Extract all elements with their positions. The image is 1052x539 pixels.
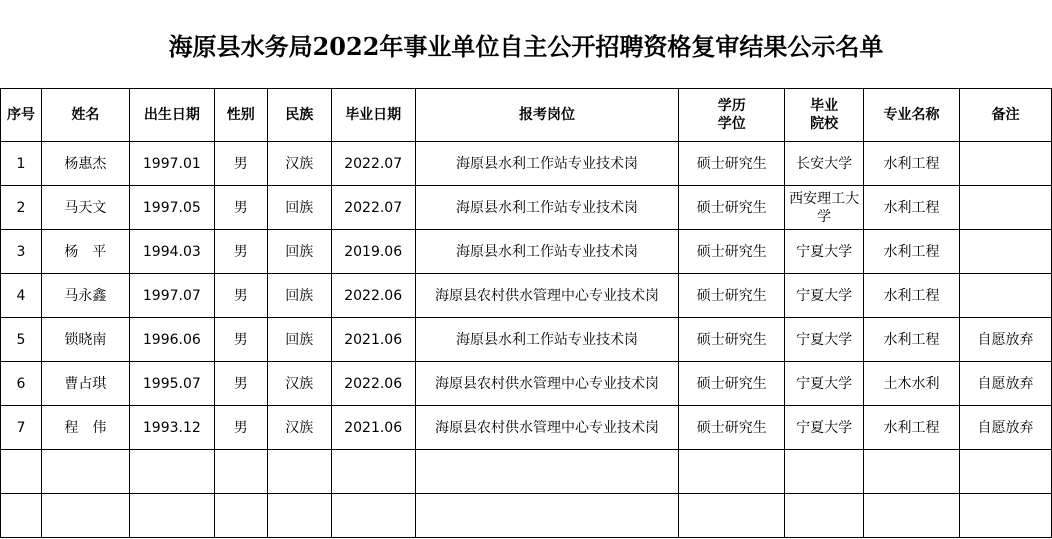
cell-position: 海原县水利工作站专业技术岗 [415, 230, 679, 274]
cell-position: 海原县农村供水管理中心专业技术岗 [415, 362, 679, 406]
cell-grad-date: 2022.06 [331, 274, 415, 318]
empty-cell [129, 494, 214, 538]
cell-birth: 1997.07 [129, 274, 214, 318]
cell-degree: 硕士研究生 [679, 318, 785, 362]
empty-cell [214, 450, 267, 494]
cell-name: 马永鑫 [41, 274, 129, 318]
cell-birth: 1997.01 [129, 142, 214, 186]
cell-school: 宁夏大学 [785, 318, 864, 362]
cell-birth: 1995.07 [129, 362, 214, 406]
header-school [785, 89, 864, 142]
cell-note [960, 142, 1052, 186]
empty-cell [1, 494, 42, 538]
results-table [0, 88, 1052, 538]
cell-name: 锁晓南 [41, 318, 129, 362]
cell-school: 长安大学 [785, 142, 864, 186]
cell-gender: 男 [214, 406, 267, 450]
cell-grad-date: 2022.07 [331, 142, 415, 186]
empty-cell [960, 450, 1052, 494]
empty-cell [679, 494, 785, 538]
header-school-line1: 毕业 [810, 98, 839, 114]
cell-grad-date: 2019.06 [331, 230, 415, 274]
empty-cell [864, 494, 960, 538]
cell-note [960, 274, 1052, 318]
cell-gender: 男 [214, 274, 267, 318]
cell-ethnicity: 汉族 [267, 142, 331, 186]
cell-birth: 1996.06 [129, 318, 214, 362]
empty-cell [267, 494, 331, 538]
cell-major: 水利工程 [864, 142, 960, 186]
empty-cell [679, 450, 785, 494]
cell-note: 自愿放弃 [960, 318, 1052, 362]
empty-row [1, 450, 1052, 494]
cell-note [960, 186, 1052, 230]
cell-birth: 1993.12 [129, 406, 214, 450]
cell-major: 水利工程 [864, 274, 960, 318]
page-title: 海原县水务局2022年事业单位自主公开招聘资格复审结果公示名单 [168, 31, 884, 61]
cell-school: 宁夏大学 [785, 274, 864, 318]
table-row [1, 274, 1052, 318]
cell-ethnicity: 回族 [267, 230, 331, 274]
empty-cell [415, 450, 679, 494]
header-birth: 出生日期 [129, 89, 214, 142]
empty-cell [331, 494, 415, 538]
cell-degree: 硕士研究生 [679, 406, 785, 450]
empty-cell [415, 494, 679, 538]
cell-major: 水利工程 [864, 318, 960, 362]
cell-grad-date: 2022.06 [331, 362, 415, 406]
cell-gender: 男 [214, 186, 267, 230]
empty-cell [864, 450, 960, 494]
cell-ethnicity: 汉族 [267, 406, 331, 450]
cell-degree: 硕士研究生 [679, 142, 785, 186]
empty-row [1, 494, 1052, 538]
header-degree-line1: 学历 [717, 98, 746, 114]
cell-gender: 男 [214, 230, 267, 274]
table-row [1, 406, 1052, 450]
empty-cell [41, 494, 129, 538]
cell-note [960, 230, 1052, 274]
cell-position: 海原县水利工作站专业技术岗 [415, 186, 679, 230]
header-ethnicity: 民族 [267, 89, 331, 142]
header-major: 专业名称 [864, 89, 960, 142]
cell-seq: 2 [1, 186, 42, 230]
cell-position: 海原县水利工作站专业技术岗 [415, 142, 679, 186]
cell-seq: 1 [1, 142, 42, 186]
cell-ethnicity: 汉族 [267, 362, 331, 406]
cell-ethnicity: 回族 [267, 186, 331, 230]
cell-position: 海原县农村供水管理中心专业技术岗 [415, 274, 679, 318]
cell-birth: 1994.03 [129, 230, 214, 274]
cell-birth: 1997.05 [129, 186, 214, 230]
cell-grad-date: 2021.06 [331, 318, 415, 362]
header-degree [679, 89, 785, 142]
cell-note: 自愿放弃 [960, 362, 1052, 406]
empty-cell [785, 494, 864, 538]
cell-position: 海原县农村供水管理中心专业技术岗 [415, 406, 679, 450]
empty-cell [267, 450, 331, 494]
cell-name: 杨惠杰 [41, 142, 129, 186]
cell-name: 马天文 [41, 186, 129, 230]
empty-cell [331, 450, 415, 494]
cell-name: 杨 平 [41, 230, 129, 274]
cell-seq: 3 [1, 230, 42, 274]
cell-seq: 5 [1, 318, 42, 362]
cell-degree: 硕士研究生 [679, 230, 785, 274]
cell-name: 曹占琪 [41, 362, 129, 406]
table-row [1, 362, 1052, 406]
header-grad-date: 毕业日期 [331, 89, 415, 142]
cell-major: 水利工程 [864, 406, 960, 450]
cell-school: 宁夏大学 [785, 362, 864, 406]
cell-position: 海原县水利工作站专业技术岗 [415, 318, 679, 362]
cell-major: 水利工程 [864, 186, 960, 230]
cell-name: 程 伟 [41, 406, 129, 450]
cell-degree: 硕士研究生 [679, 274, 785, 318]
cell-grad-date: 2021.06 [331, 406, 415, 450]
cell-school: 西安理工大学 [785, 186, 864, 230]
cell-gender: 男 [214, 318, 267, 362]
table-row [1, 318, 1052, 362]
empty-cell [129, 450, 214, 494]
cell-ethnicity: 回族 [267, 318, 331, 362]
header-note: 备注 [960, 89, 1052, 142]
cell-grad-date: 2022.07 [331, 186, 415, 230]
table-row [1, 186, 1052, 230]
cell-major: 水利工程 [864, 230, 960, 274]
cell-gender: 男 [214, 362, 267, 406]
empty-cell [960, 494, 1052, 538]
header-degree-line2: 学位 [717, 116, 746, 132]
table-row [1, 142, 1052, 186]
header-row [1, 89, 1052, 142]
cell-seq: 7 [1, 406, 42, 450]
cell-ethnicity: 回族 [267, 274, 331, 318]
empty-cell [41, 450, 129, 494]
table-row [1, 230, 1052, 274]
cell-degree: 硕士研究生 [679, 362, 785, 406]
cell-school: 宁夏大学 [785, 230, 864, 274]
header-seq: 序号 [1, 89, 42, 142]
header-gender: 性别 [214, 89, 267, 142]
cell-note: 自愿放弃 [960, 406, 1052, 450]
cell-degree: 硕士研究生 [679, 186, 785, 230]
empty-cell [214, 494, 267, 538]
cell-gender: 男 [214, 142, 267, 186]
cell-seq: 4 [1, 274, 42, 318]
cell-seq: 6 [1, 362, 42, 406]
cell-school: 宁夏大学 [785, 406, 864, 450]
header-position: 报考岗位 [415, 89, 679, 142]
cell-major: 土木水利 [864, 362, 960, 406]
header-name: 姓名 [41, 89, 129, 142]
empty-cell [1, 450, 42, 494]
header-school-line2: 院校 [810, 116, 839, 132]
empty-cell [785, 450, 864, 494]
